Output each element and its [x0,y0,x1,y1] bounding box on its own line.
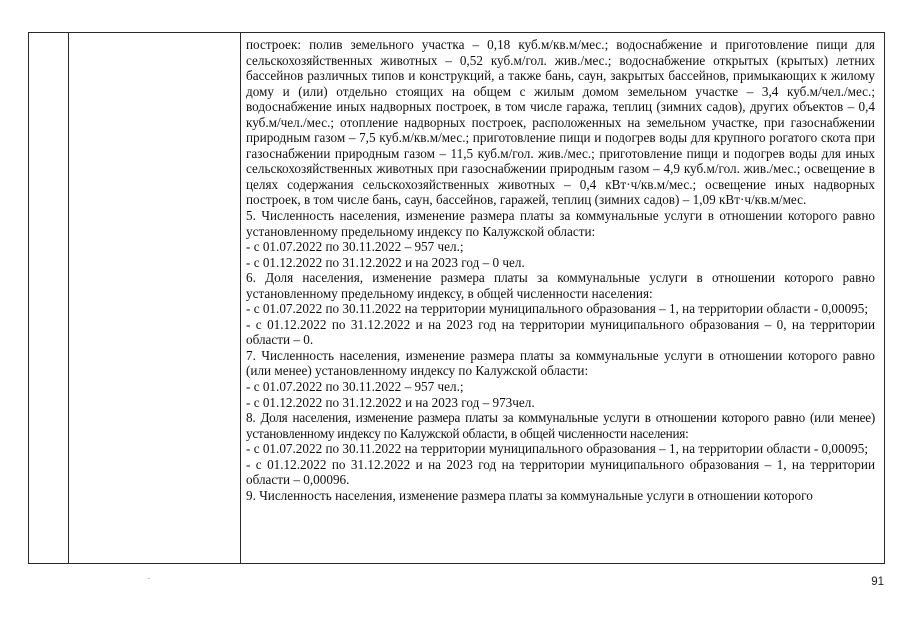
page-number: 91 [871,576,884,588]
paragraph-item-8-period-2: - с 01.12.2022 по 31.12.2022 и на 2023 год на территории муниципального образования – 1, на территории области – 0,00096. [246,456,875,488]
paragraph-item-6-period-2: - с 01.12.2022 по 31.12.2022 и на 2023 год на территории муниципального образования – 0, на территории области – 0. [246,316,875,348]
paragraph-item-9-heading: 9. Численность населения, изменение размера платы за коммунальные услуги в отношении которого [246,487,813,503]
table-column-name [69,33,241,563]
paragraph-item-8-heading: 8. Доля населения, изменение размера платы за коммунальные услуги в отношении которого равно (или менее) установленному индексу по Калужской области, в общей численности населения: [246,410,875,441]
paragraph-item-8-period-1: - с 01.07.2022 по 30.11.2022 на территории муниципального образования – 1, на территории области - 0,00095; [246,441,869,457]
table-column-description [241,33,884,563]
table-column-number [29,33,69,563]
paragraph-item-7-period-2: - с 01.12.2022 по 31.12.2022 и на 2023 год – 973чел. [246,394,535,410]
paragraph-item-6-period-1: - с 01.07.2022 по 30.11.2022 на территории муниципального образования – 1, на территории области - 0,00095; [246,301,869,317]
paragraph-item-5-heading: 5. Численность населения, изменение размера платы за коммунальные услуги в отношении которого равно установленному предельному индексу по Калужской области: [246,208,875,239]
paragraph-item-7-period-1: - с 01.07.2022 по 30.11.2022 – 957 чел.; [246,379,464,395]
paragraph-item-5-period-2: - с 01.12.2022 по 31.12.2022 и на 2023 год – 0 чел. [246,254,525,270]
document-table [28,32,885,564]
scan-speck [148,578,150,579]
paragraph-outbuildings-norms: построек: полив земельного участка – 0,18 куб.м/кв.м/мес.; водоснабжение и приготовление пищи для сельскохозяйственных животных – 0,52 куб.м/гол. жив./мес.; водоснабжение открытых (крытых) летних бассейнов различных типов и конструкций, а также бань, саун, закрытых бассейнов, примыкающих к жилому дому и (или) отдельно стоящих на общем с жилым домом земельном участке – 3,4 куб.м/чел./мес.; водоснабжение иных надворных построек, в том числе гаража, теплиц (зимних садов), других объектов – 0,4 куб.м/чел./мес.; отопление надворных построек, расположенных на земельном участке, при газоснабжении природным газом – 7,5 куб.м/кв.м/мес.; приготовление пищи и подогрев воды для крупного рогатого скота при газоснабжении природным газом – 11,5 куб.м/гол. жив./мес.; приготовление пищи и подогрев воды для иных сельскохозяйственных животных при газоснабжении природным газом – 4,9 куб.м/гол. жив./мес.; освещение в целях содержания сельскохозяйственных животных – 0,4 кВт·ч/кв.м/мес.; освещение иных надворных построек, в том числе бань, саун, бассейнов, гаражей, теплиц (зимних садов) – 1,09 кВт·ч/кв.м/мес. [246,37,875,208]
paragraph-item-6-heading: 6. Доля населения, изменение размера платы за коммунальные услуги в отношении которого равно установленному предельному индексу, в общей численности населения: [246,270,875,301]
paragraph-item-7-heading: 7. Численность населения, изменение размера платы за коммунальные услуги в отношении которого равно (или менее) установленному индексу по Калужской области: [246,347,875,379]
paragraph-item-5-period-1: - с 01.07.2022 по 30.11.2022 – 957 чел.; [246,239,464,255]
